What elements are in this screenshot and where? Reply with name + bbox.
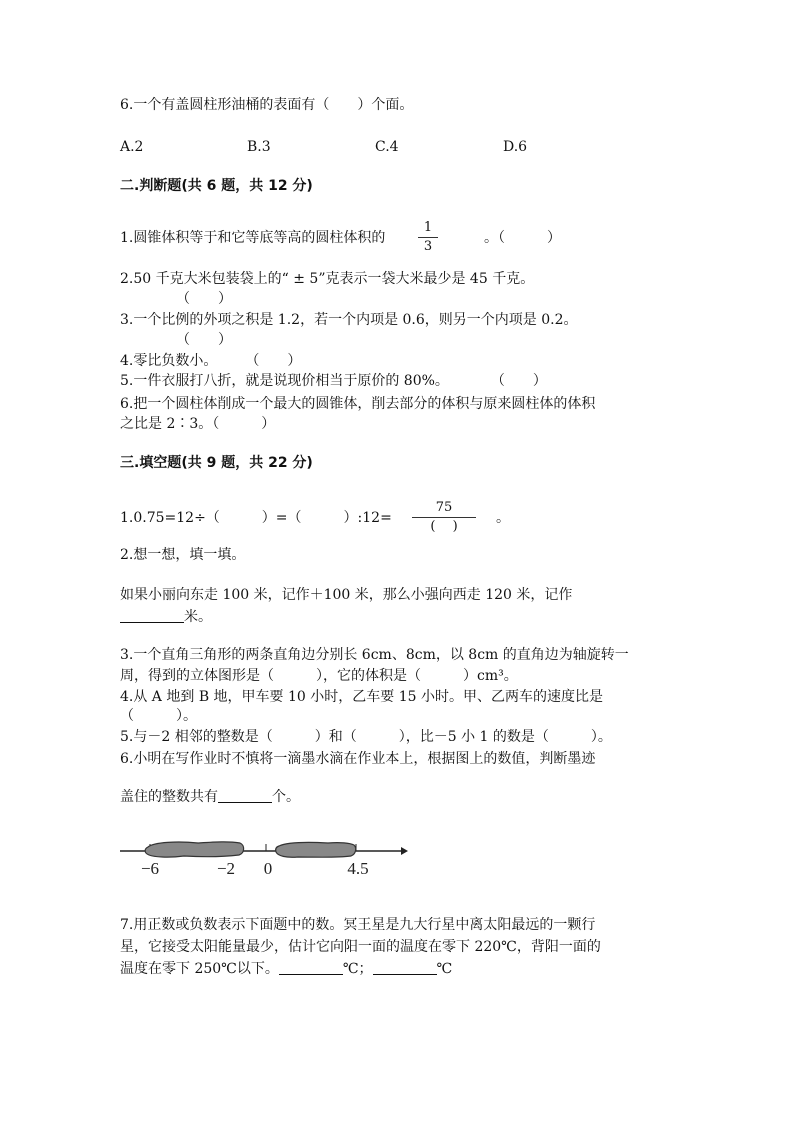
fill-q6-prefix: 盖住的整数共有 [120, 789, 218, 805]
answer-blank [279, 960, 343, 975]
answer-blank [120, 608, 184, 623]
judge-q6-text-line1: 6.把一个圆柱体削成一个最大的圆锥体，削去部分的体积与原来圆柱体的体积 [120, 396, 596, 412]
fill-q6-text-line2 [120, 788, 300, 806]
ink-smudge-right [276, 842, 356, 857]
fill-q1-text: 1.0.75=12÷（ ）=（ ）:12= [120, 510, 392, 526]
fill-q7-text-line3 [120, 960, 452, 978]
choice-option-a: A.2 [120, 139, 144, 155]
ink-smudge-left [145, 842, 244, 857]
fraction-denominator: ( ) [430, 519, 458, 534]
fill-q7-prefix: 温度在零下 250℃以下。 [120, 961, 279, 977]
fill-q2-body: 如果小丽向东走 100 米，记作＋100 米，那么小强向西走 120 米，记作 [120, 587, 573, 603]
fraction-numerator: 1 [423, 220, 433, 235]
fill-q7-unit1: ℃； [342, 961, 373, 977]
fill-q6-text-line1: 6.小明在写作业时不慎将一滴墨水滴在作业本上，根据图上的数值，判断墨迹 [120, 751, 596, 767]
fill-q7-text-line2: 星，它接受太阳能量最少，估计它向阳一面的温度在零下 220℃，背阳一面的 [120, 939, 601, 955]
fill-q7-text-line1: 7.用正数或负数表示下面题中的数。冥王星是九大行星中离太阳最远的一颗行 [120, 917, 596, 933]
judge-q6-text-line2: 之比是 2∶3。（ ） [120, 416, 276, 432]
answer-blank [373, 960, 437, 975]
fill-q5-text: 5.与－2 相邻的整数是（ ）和（ ），比－5 小 1 的数是（ ）。 [120, 729, 612, 745]
choice-option-d: D.6 [503, 139, 528, 155]
answer-blank [218, 788, 272, 803]
fill-q2-answer-line [120, 608, 212, 626]
choice-option-c: C.4 [375, 139, 399, 155]
fraction-bar [418, 237, 438, 238]
judge-q5-text: 5.一件衣服打八折，就是说现价相当于原价的 80%。 （ ） [120, 373, 547, 389]
judge-q4-text: 4.零比负数小。 （ ） [120, 353, 302, 369]
fraction-denominator: 3 [423, 239, 433, 254]
judge-q1-text: 1.圆锥体积等于和它等底等高的圆柱体积的 [120, 230, 386, 246]
fill-q3-text-line2: 周，得到的立体图形是（ ），它的体积是（ ）cm³。 [120, 668, 518, 684]
fraction-numerator: 75 [435, 500, 453, 515]
fill-q7-unit2: ℃ [436, 961, 453, 977]
fill-q2-title: 2.想一想，填一填。 [120, 547, 246, 563]
choice-option-b: B.3 [247, 139, 271, 155]
fill-q4-text-line2: （ ）。 [120, 708, 197, 724]
judge-q1-answer-blank: 。（ ） [484, 230, 561, 246]
fill-q2-suffix: 米。 [184, 609, 212, 625]
numberline-label-4-5: 4.5 [347, 859, 369, 878]
number-line-figure [118, 830, 410, 882]
fraction-bar [412, 517, 476, 518]
numberline-label-zero: 0 [263, 859, 273, 878]
fill-section-heading: 三.填空题(共 9 题，共 22 分) [120, 455, 313, 471]
numberline-label-neg6: −6 [140, 859, 160, 878]
fill-q4-text-line1: 4.从 A 地到 B 地，甲车要 10 小时，乙车要 15 小时。甲、乙两车的速度比是 [120, 689, 603, 705]
judge-section-heading: 二.判断题(共 6 题，共 12 分) [120, 178, 313, 194]
judge-q1-fraction [418, 220, 438, 255]
fill-q1-period: 。 [496, 510, 510, 526]
numberline-label-neg2: −2 [216, 859, 236, 878]
fill-q6-suffix: 个。 [272, 789, 300, 805]
judge-q3-answer-blank: （ ） [176, 332, 232, 348]
fill-q3-text-line1: 3.一个直角三角形的两条直角边分别长 6cm、8cm，以 8cm 的直角边为轴旋转一 [120, 647, 629, 663]
judge-q2-text: 2.50 千克大米包装袋上的“ ± 5”克表示一袋大米最少是 45 千克。 [120, 271, 535, 287]
number-line-arrow [401, 847, 408, 855]
judge-q2-answer-blank: （ ） [176, 291, 232, 307]
fill-q1-fraction [412, 500, 476, 535]
judge-q3-text: 3.一个比例的外项之积是 1.2，若一个内项是 0.6，则另一个内项是 0.2。 [120, 312, 578, 328]
choice-q6-text: 6.一个有盖圆柱形油桶的表面有（ ）个面。 [120, 97, 414, 113]
